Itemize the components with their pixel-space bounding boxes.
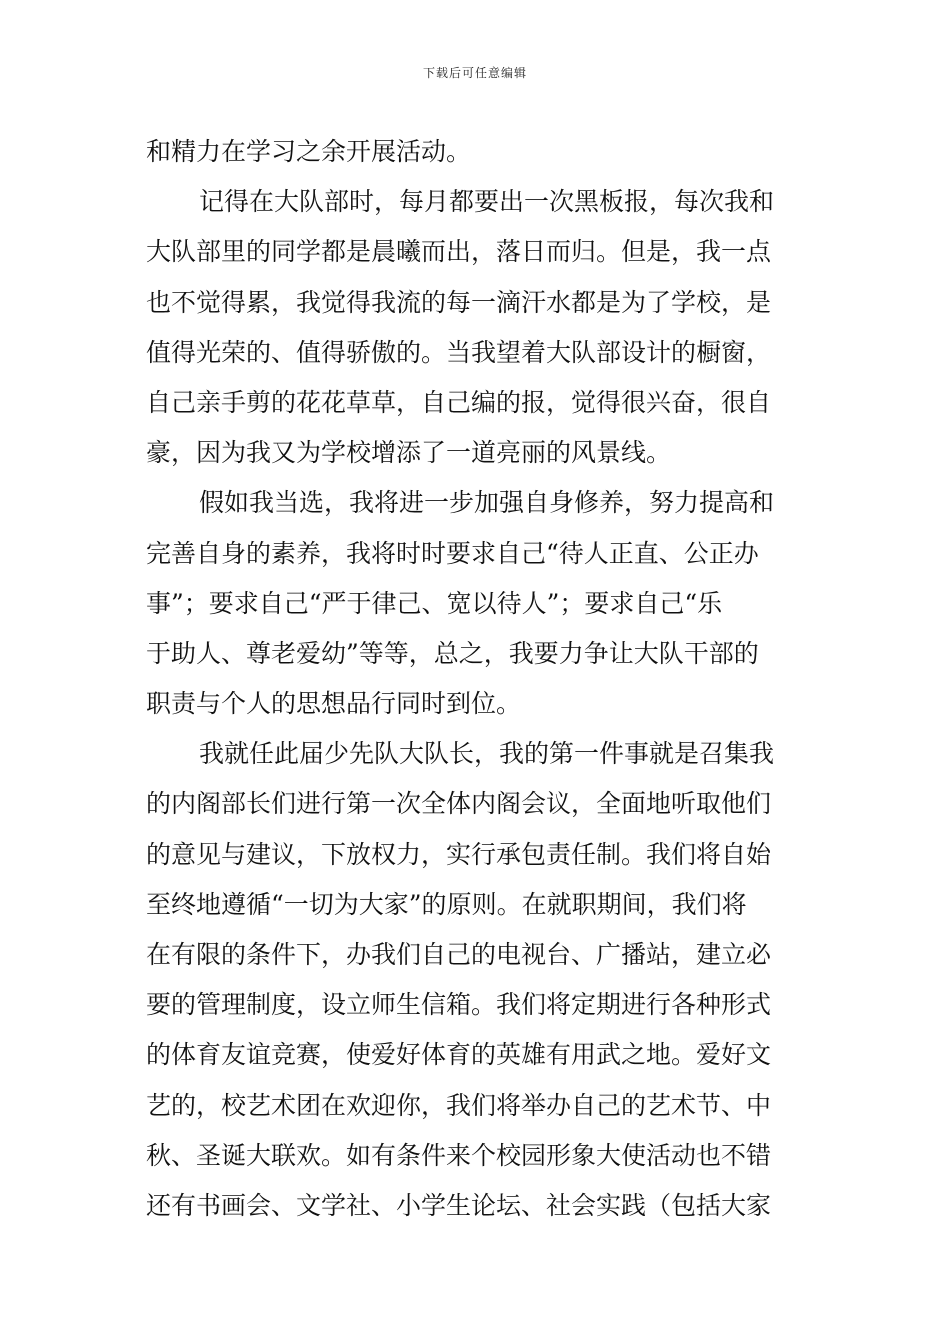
text-line: 还有书画会、文学社、小学生论坛、社会实践（包括大家: [146, 1190, 772, 1220]
text-line: 在有限的条件下，办我们自己的电视台、广播站，建立必: [146, 940, 772, 969]
text-line: 于助人、尊老爱幼”等等，总之，我要力争让大队干部的: [146, 638, 759, 668]
text-line: 艺的，校艺术团在欢迎你，我们将举办自己的艺术节、中: [146, 1090, 772, 1120]
text-line: 事”；要求自己“严于律己、宽以待人”；要求自己“乐: [146, 588, 723, 618]
text-line: 假如我当选，我将进一步加强自身修养，努力提高和: [199, 488, 775, 518]
document-body: [146, 127, 808, 1231]
text-line: 值得光荣的、值得骄傲的。当我望着大队部设计的橱窗，: [146, 337, 772, 367]
text-line: 的内阁部长们进行第一次全体内阁会议，全面地听取他们: [146, 789, 772, 819]
text-line: 豪，因为我又为学校增添了一道亮丽的风景线。: [146, 438, 672, 468]
text-line: 秋、圣诞大联欢。如有条件来个校园形象大使活动也不错: [146, 1140, 772, 1170]
text-line: 要的管理制度，设立师生信箱。我们将定期进行各种形式: [146, 990, 772, 1020]
text-line: 我就任此届少先队大队长，我的第一件事就是召集我: [199, 739, 775, 769]
text-line: 职责与个人的思想品行同时到位。: [146, 689, 522, 719]
text-line: 的意见与建议，下放权力，实行承包责任制。我们将自始: [146, 839, 772, 869]
text-line: 的体育友谊竞赛，使爱好体育的英雄有用武之地。爱好文: [146, 1040, 772, 1070]
page-header: 下载后可任意编辑: [422, 66, 527, 80]
text-line: 和精力在学习之余开展活动。: [146, 137, 472, 166]
text-line: 记得在大队部时，每月都要出一次黑板报，每次我和: [199, 187, 775, 217]
text-line: 至终地遵循“一切为大家”的原则。在就职期间，我们将: [146, 889, 747, 919]
text-line: 大队部里的同学都是晨曦而出，落日而归。但是，我一点: [146, 237, 772, 267]
text-line: 也不觉得累，我觉得我流的每一滴汗水都是为了学校，是: [146, 287, 772, 317]
text-line: 自己亲手剪的花花草草，自己编的报，觉得很兴奋，很自: [146, 387, 772, 417]
text-line: 完善自身的素养，我将时时要求自己“待人正直、公正办: [146, 538, 759, 568]
